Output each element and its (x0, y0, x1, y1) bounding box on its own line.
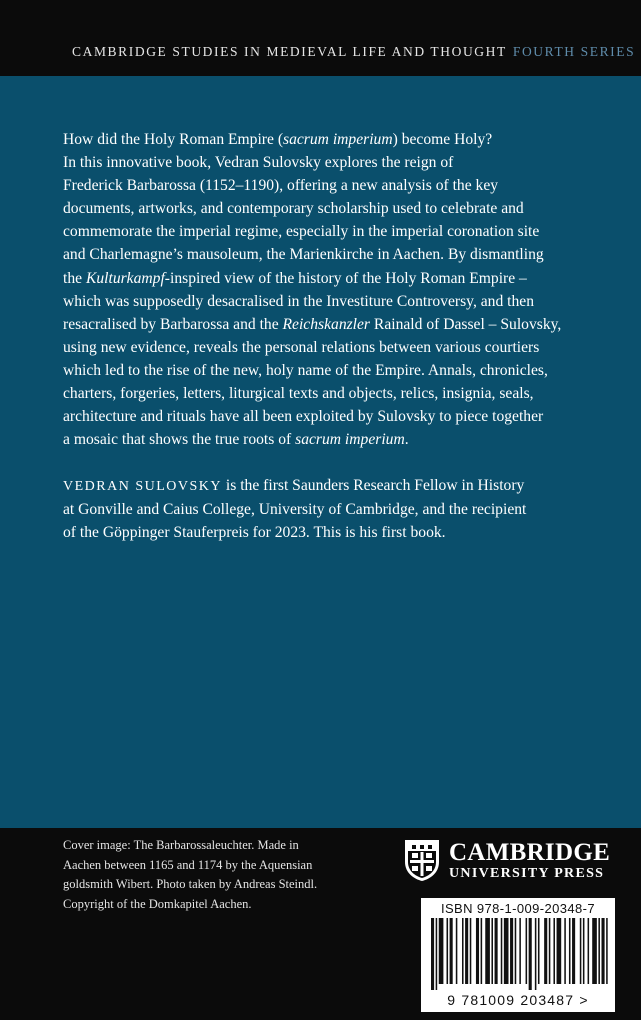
barcode-bar (450, 918, 453, 984)
barcode-bar (553, 918, 555, 984)
book-blurb (63, 128, 593, 451)
barcode-digits: 9 781009 203487 > (447, 992, 589, 1008)
barcode-bar (519, 918, 521, 984)
barcode-bar (564, 918, 566, 984)
isbn-barcode (421, 898, 615, 1012)
barcode-bar (436, 918, 438, 990)
barcode-bar (538, 918, 540, 984)
author-name: VEDRAN SULOVSKY (63, 479, 223, 494)
publisher-subname: UNIVERSITY PRESS (449, 866, 605, 881)
barcode-bar (529, 918, 532, 990)
blurb-line: In this innovative book, Vedran Sulovsky explores the reign of (63, 154, 454, 172)
series-subtitle: FOURTH SERIES (512, 44, 636, 59)
barcode-bars (425, 918, 611, 990)
series-title (72, 44, 635, 60)
blurb-line: Frederick Barbarossa (1152–1190), offering a new analysis of the key (63, 177, 499, 195)
barcode-bar (588, 918, 590, 984)
barcode-bar (462, 918, 464, 984)
barcode-bar (465, 918, 468, 984)
blurb-line: the Kulturkampf-inspired view of the history of the Holy Roman Empire – (63, 269, 527, 287)
isbn-label: ISBN 978-1-009-20348-7 (440, 901, 596, 916)
barcode-bar (583, 918, 585, 984)
publisher-logo (403, 838, 615, 884)
bio-line: VEDRAN SULOVSKY is the first Saunders Research Fellow in History (63, 477, 525, 494)
barcode-bar (510, 918, 513, 984)
barcode-bar (447, 918, 449, 984)
cover-image-credit: Cover image: The Barbarossaleuchter. Made in Aachen between 1165 and 1174 by the Aquensian goldsmith Wibert. Photo taken by Andreas Steindl. Copyright of the Domkapitel Aachen. (63, 838, 318, 911)
series-header (0, 0, 641, 76)
bio-line: at Gonville and Caius College, University of Cambridge, and the recipient (63, 501, 527, 519)
cambridge-shield-icon (403, 838, 441, 882)
barcode-bar (504, 918, 509, 984)
series-name: CAMBRIDGE STUDIES IN MEDIEVAL LIFE AND THOUGHT (72, 44, 507, 59)
barcode-bar (592, 918, 597, 984)
barcode-bar (602, 918, 605, 984)
blurb-line: resacralised by Barbarossa and the Reichskanzler Rainald of Dassel – Sulovsky, (63, 315, 562, 333)
barcode-bar (580, 918, 582, 984)
blurb-line: charters, forgeries, letters, liturgical texts and objects, relics, insignia, seals, (63, 385, 534, 403)
barcode-bar (485, 918, 490, 984)
barcode-bar (501, 918, 503, 984)
barcode-bar (439, 918, 444, 984)
blurb-line: commemorate the imperial regime, especially in the imperial coronation site (63, 223, 540, 241)
barcode-bar (544, 918, 547, 984)
blurb-line: How did the Holy Roman Empire (sacrum imperium) become Holy? (63, 131, 493, 148)
blurb-line: architecture and rituals have all been exploited by Sulovsky to piece together (63, 408, 544, 426)
barcode-bar (598, 918, 600, 984)
barcode-bar (470, 918, 472, 984)
barcode-bar (549, 918, 551, 984)
blurb-line: documents, artworks, and contemporary scholarship used to celebrate and (63, 200, 524, 218)
bio-line: of the Göppinger Stauferpreis for 2023. This is his first book. (63, 524, 446, 542)
barcode-bar (557, 918, 562, 984)
barcode-bar (495, 918, 498, 984)
blurb-line: which led to the rise of the new, holy name of the Empire. Annals, chronicles, (63, 361, 548, 379)
barcode-bar (569, 918, 571, 984)
blurb-line: and Charlemagne’s mausoleum, the Marienkirche in Aachen. By dismantling (63, 246, 544, 264)
barcode-bar (481, 918, 483, 984)
blurb-line: a mosaic that shows the true roots of sacrum imperium. (63, 431, 409, 449)
blurb-line: which was supposedly desacralised in the Investiture Controversy, and then (63, 292, 535, 310)
barcode-bar (515, 918, 517, 984)
barcode-bar (535, 918, 537, 990)
blurb-line: using new evidence, reveals the personal relations between various courtiers (63, 338, 540, 356)
barcode-bar (526, 918, 528, 984)
barcode-bar (476, 918, 479, 984)
barcode-bar (606, 918, 608, 984)
barcode-bar (572, 918, 575, 984)
publisher-name: CAMBRIDGE (449, 839, 611, 866)
barcode-bar (491, 918, 493, 984)
author-bio (63, 474, 593, 544)
barcode-bar (456, 918, 458, 984)
barcode-bar (431, 918, 434, 990)
